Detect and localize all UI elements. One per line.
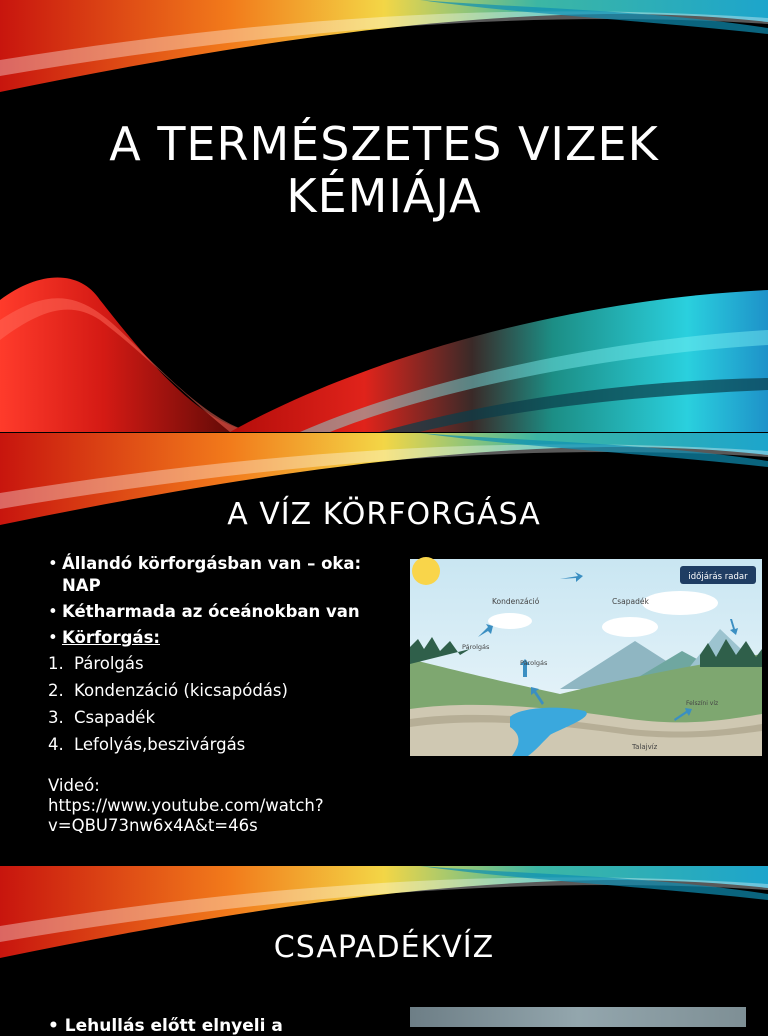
title-line-2: KÉMIÁJA [286, 169, 482, 223]
video-url-line-2[interactable]: v=QBU73nw6x4A&t=46s [48, 816, 258, 835]
bullet-item [48, 627, 404, 649]
step-number: 2. [48, 681, 64, 700]
bullet-text: Körforgás: [62, 628, 160, 647]
step-label: Csapadék [74, 708, 155, 727]
video-link[interactable] [48, 776, 404, 836]
step-number: 1. [48, 654, 64, 673]
slide-water-cycle[interactable] [0, 433, 768, 865]
slide-title[interactable] [0, 0, 768, 432]
diagram-label-parolgas-2: Párolgás [520, 659, 548, 667]
step-number: 4. [48, 735, 64, 754]
cloud-icon [642, 591, 718, 615]
diagram-label-kondenzacio: Kondenzáció [492, 597, 540, 606]
sun-icon [412, 557, 440, 585]
step-label: Lefolyás,beszivárgás [74, 735, 246, 754]
diagram-label-felszini-viz: Felszíni víz [686, 700, 719, 707]
step-number: 3. [48, 708, 64, 727]
video-label: Videó: [48, 776, 100, 795]
slide-title: CSAPADÉKVÍZ [273, 930, 495, 965]
video-url-line-1[interactable]: https://www.youtube.com/watch? [48, 796, 324, 815]
step-item [48, 734, 404, 756]
step-label: Párolgás [74, 654, 144, 673]
diagram-label-talajviz: Talajvíz [632, 743, 658, 751]
rain-photo [410, 1007, 746, 1027]
bullet-item-partial: • Lehullás előtt elnyeli a [48, 1016, 283, 1036]
slide-csapadekviz[interactable] [0, 866, 768, 1036]
bullet-text: Állandó körforgásban van – oka: NAP [62, 554, 362, 595]
diagram-label-csapadek: Csapadék [612, 597, 649, 606]
brand-label: időjárás radar [688, 572, 748, 582]
step-label: Kondenzáció (kicsapódás) [74, 681, 288, 700]
diagram-label-parolgas-1: Párolgás [462, 643, 490, 651]
water-cycle-diagram [410, 559, 762, 756]
step-item [48, 653, 404, 675]
decorative-swoosh-bottom [0, 0, 768, 432]
step-item [48, 707, 404, 729]
bullet-item [48, 553, 404, 597]
slide-title: A VÍZ KÖRFORGÁSA [227, 497, 541, 532]
title-line-1: A TERMÉSZETES VIZEK [109, 117, 659, 171]
step-item [48, 680, 404, 702]
bullet-text: Kétharmada az óceánokban van [62, 602, 360, 621]
bullet-item [48, 601, 404, 623]
content-list [48, 553, 404, 836]
